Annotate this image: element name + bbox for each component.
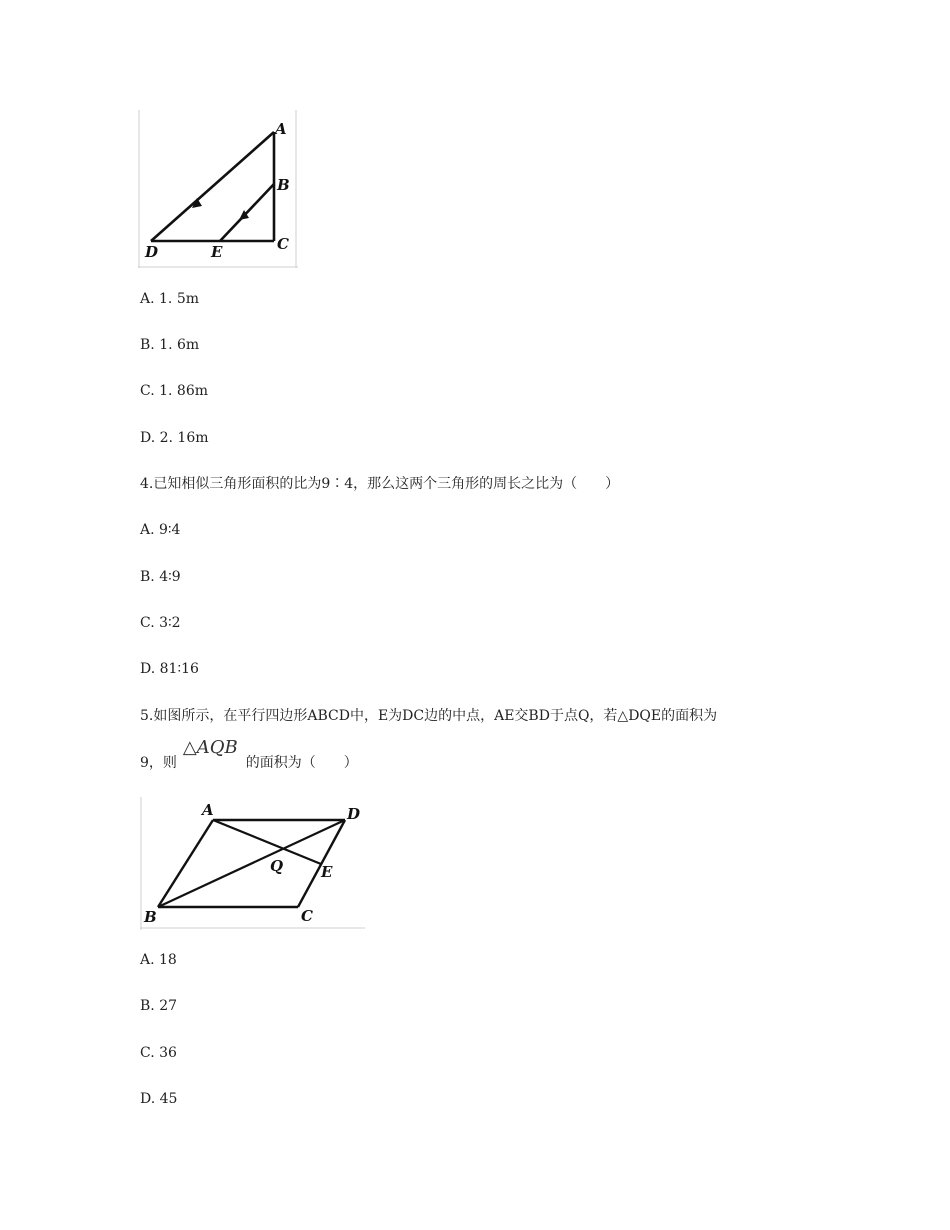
triangle-diagram: [138, 110, 298, 268]
label-q: Q: [270, 857, 284, 875]
q3-option-b: B. 1. 6m: [140, 337, 200, 353]
label-b: B: [144, 908, 157, 926]
label-e: E: [321, 863, 333, 881]
q5-stem-suffix: 的面积为（ ）: [245, 755, 358, 771]
figure-triangle-parallel: [138, 110, 298, 268]
q5-option-b: B. 27: [140, 998, 178, 1014]
q5-stem-line2: [140, 737, 358, 772]
q4-stem: 4.已知相似三角形面积的比为9∶4，那么这两个三角形的周长之比为（ ）: [140, 476, 620, 492]
q3-option-c: C. 1. 86m: [140, 383, 209, 399]
parallelogram-diagram: [140, 797, 365, 930]
q4-option-b: B. 4∶9: [140, 569, 181, 585]
q3-option-a: A. 1. 5m: [140, 291, 200, 307]
label-d: D: [145, 243, 159, 261]
label-a: A: [275, 120, 287, 138]
q5-stem-prefix: 9，则: [140, 755, 177, 771]
label-a: A: [202, 801, 214, 819]
q5-option-a: A. 18: [140, 952, 177, 968]
q5-option-c: C. 36: [140, 1045, 177, 1061]
segment-be: [220, 184, 274, 241]
q3-option-d: D. 2. 16m: [140, 430, 209, 446]
q5-option-d: D. 45: [140, 1091, 178, 1107]
label-d: D: [347, 805, 361, 823]
label-c: C: [277, 235, 289, 253]
segment-ad: [151, 132, 274, 241]
label-c: C: [301, 907, 313, 925]
label-b: B: [277, 176, 290, 194]
q4-option-c: C. 3∶2: [140, 615, 181, 631]
q5-math-triangle-aqb: △AQB: [182, 737, 238, 758]
q5-stem-line1: 5.如图所示，在平行四边形ABCD中，E为DC边的中点，AE交BD于点Q，若△DQE的面积为: [140, 708, 718, 724]
figure-parallelogram: [140, 797, 365, 930]
q4-option-a: A. 9∶4: [140, 522, 181, 538]
q4-option-d: D. 81∶16: [140, 661, 199, 677]
label-e: E: [211, 243, 223, 261]
